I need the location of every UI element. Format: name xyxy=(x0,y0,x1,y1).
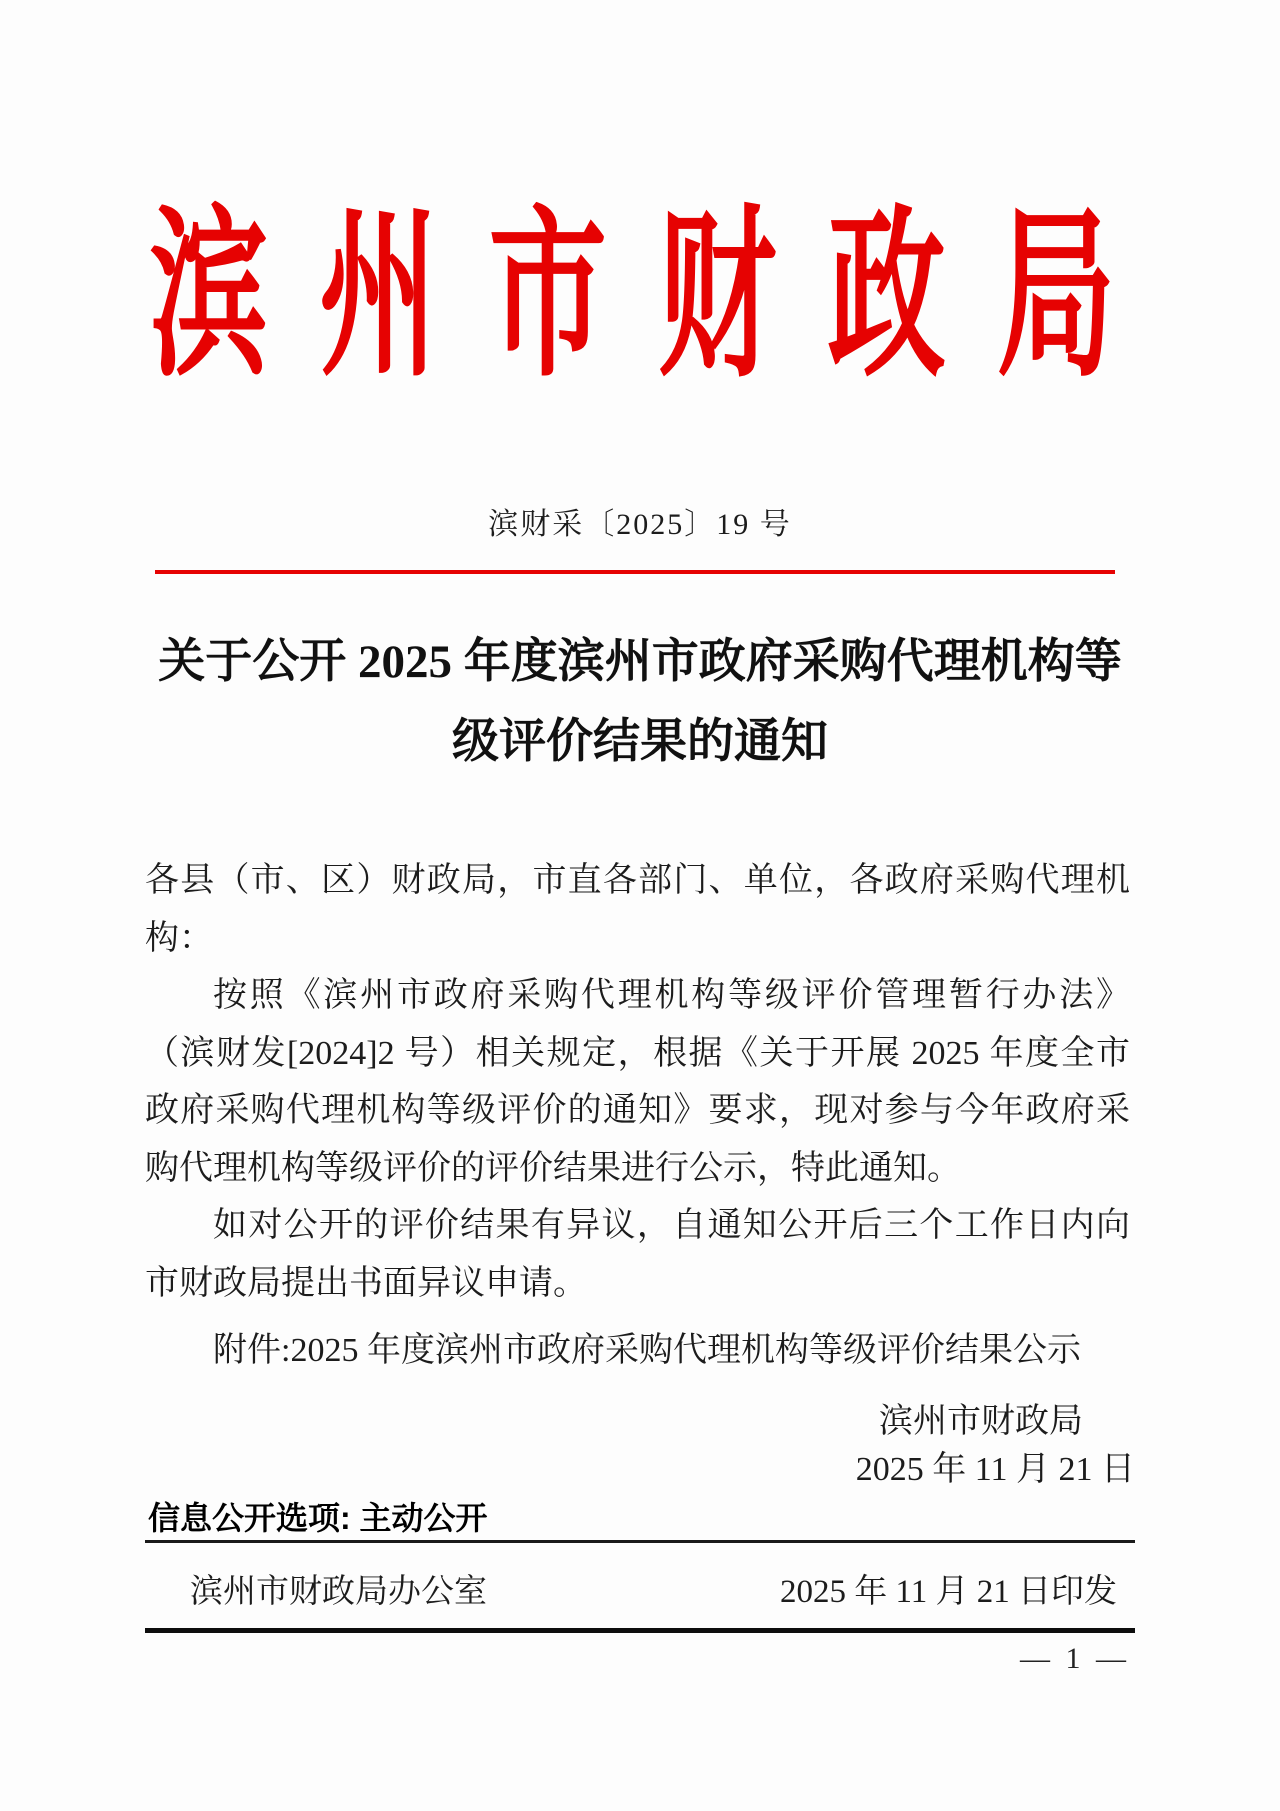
thin-separator-line xyxy=(145,1540,1135,1543)
attachment-line: 附件:2025 年度滨州市政府采购代理机构等级评价结果公示 xyxy=(213,1332,1081,1369)
paragraph-line: 政府采购代理机构等级评价的通知》要求，现对参与今年政府采 xyxy=(145,1092,1130,1129)
version-row xyxy=(145,1564,1135,1620)
print-date: 2025 年 11 月 21 日印发 xyxy=(779,1574,1117,1610)
paragraph-line: 购代理机构等级评价的评价结果进行公示，特此通知。 xyxy=(145,1149,961,1187)
paragraph-line: 如对公开的评价结果有异议，自通知公开后三个工作日内向 xyxy=(213,1207,1130,1244)
doc-number: 滨财采〔2025〕19 号 xyxy=(488,508,792,541)
agency-header: 滨 州 市 财 政 局 xyxy=(150,195,1115,399)
red-separator-line xyxy=(155,570,1115,574)
disclosure-label: 信息公开选项: 主动公开 xyxy=(148,1500,488,1536)
notice-title-line1: 关于公开 2025 年度滨州市政府采购代理机构等 xyxy=(158,636,1122,688)
notice-body xyxy=(145,852,1130,1312)
signature-block xyxy=(145,1398,1135,1494)
salutation-line: 构： xyxy=(145,919,213,957)
signature-date: 2025 年 11 月 21 日 xyxy=(855,1451,1135,1488)
thick-separator-line xyxy=(145,1628,1135,1633)
notice-title-line2: 级评价结果的通知 xyxy=(452,716,828,768)
signature-org: 滨州市财政局 xyxy=(879,1403,1083,1440)
paragraph-line: 按照《滨州市政府采购代理机构等级评价管理暂行办法》 xyxy=(213,977,1130,1014)
paragraph-line: 市财政局提出书面异议申请。 xyxy=(145,1264,587,1302)
page-number: — 1 — xyxy=(1020,1642,1130,1675)
notice-title xyxy=(0,622,1280,782)
salutation-line: 各县（市、区）财政局，市直各部门、单位，各政府采购代理机 xyxy=(145,862,1130,899)
issuing-office: 滨州市财政局办公室 xyxy=(190,1574,487,1610)
paragraph-line: （滨财发[2024]2 号）相关规定，根据《关于开展 2025 年度全市 xyxy=(145,1034,1130,1072)
